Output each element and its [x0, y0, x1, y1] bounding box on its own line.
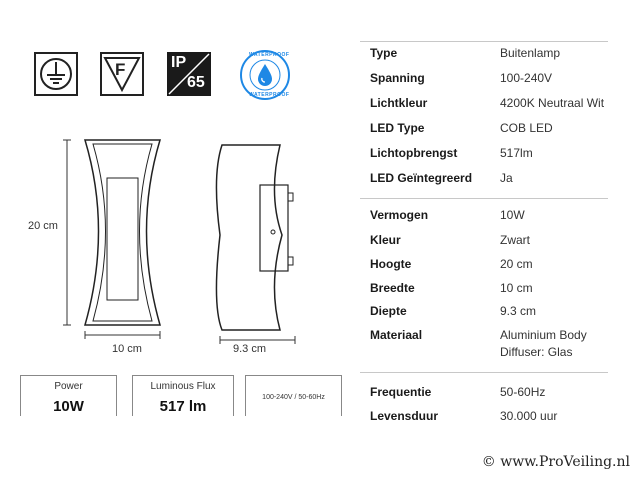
- spec-label: Levensduur: [370, 409, 439, 423]
- height-dimension-label: 20 cm: [28, 220, 58, 232]
- spec-row: [370, 257, 620, 277]
- voltage-title: 100-240V / 50-60Hz: [262, 394, 325, 401]
- power-box: [20, 375, 117, 416]
- ip65-icon: [167, 52, 211, 96]
- spec-value: 20 cm: [500, 257, 533, 271]
- ip-rating-label: 65: [187, 74, 205, 91]
- waterproof-icon: [240, 50, 290, 100]
- ground-icon: [34, 52, 78, 96]
- luminous-flux-title: Luminous Flux: [150, 381, 216, 392]
- spec-value: 10 cm: [500, 281, 533, 295]
- f-mark-label: F: [115, 60, 126, 79]
- spec-row: [370, 96, 620, 116]
- spec-divider-top: [360, 41, 608, 42]
- spec-label: Lichtkleur: [370, 96, 428, 110]
- spec-label: Materiaal: [370, 328, 423, 342]
- spec-row: [370, 281, 620, 301]
- spec-label: Spanning: [370, 71, 425, 85]
- spec-row: [370, 233, 620, 253]
- spec-row: [370, 121, 620, 141]
- spec-row: [370, 304, 620, 324]
- spec-label: LED Type: [370, 121, 425, 135]
- spec-divider: [360, 372, 608, 373]
- power-value: 10W: [53, 398, 84, 415]
- lamp-front-drawing: [55, 130, 185, 345]
- spec-label: Lichtopbrengst: [370, 146, 458, 160]
- spec-row: [370, 46, 620, 66]
- spec-label: Hoogte: [370, 257, 412, 271]
- waterproof-text-bottom: WATERPROOF: [249, 92, 290, 98]
- spec-value: Zwart: [500, 233, 530, 247]
- spec-value: 100-240V: [500, 71, 553, 85]
- spec-label: Frequentie: [370, 385, 432, 399]
- spec-label: Type: [370, 46, 398, 60]
- spec-row: [370, 171, 620, 191]
- spec-label: Kleur: [370, 233, 401, 247]
- spec-value: 30.000 uur: [500, 409, 558, 423]
- f-mark-icon: [100, 52, 144, 96]
- luminous-flux-value: 517 lm: [159, 398, 207, 415]
- spec-row: [370, 385, 620, 405]
- spec-value: COB LED: [500, 121, 553, 135]
- waterproof-text-top: WATERPROOF: [249, 52, 290, 58]
- voltage-box: [245, 375, 342, 416]
- ip-label: IP: [171, 54, 187, 71]
- watermark: © www.ProVeiling.nl: [481, 454, 630, 470]
- spec-value: 517lm: [500, 146, 533, 160]
- spec-value: 9.3 cm: [500, 304, 537, 318]
- spec-label: LED Geïntegreerd: [370, 171, 473, 185]
- spec-row: [370, 328, 620, 364]
- spec-value: Buitenlamp: [500, 46, 561, 60]
- spec-label: Breedte: [370, 281, 415, 295]
- lamp-side-drawing: [210, 135, 310, 345]
- spec-value-line2: Diffuser: Glas: [500, 345, 573, 359]
- spec-row: [370, 71, 620, 91]
- spec-row: [370, 409, 620, 429]
- spec-label: Vermogen: [370, 208, 429, 222]
- spec-value: 4200K Neutraal Wit: [500, 96, 605, 110]
- spec-value: 50-60Hz: [500, 385, 546, 399]
- spec-label: Diepte: [370, 304, 407, 318]
- spec-value: Aluminium Body: [500, 328, 587, 342]
- depth-dimension-label: 9.3 cm: [233, 343, 267, 355]
- luminous-flux-box: [132, 375, 234, 416]
- spec-value: Ja: [500, 171, 513, 185]
- power-title: Power: [54, 381, 83, 392]
- spec-row: [370, 208, 620, 228]
- spec-row: [370, 146, 620, 166]
- width-dimension-label: 10 cm: [112, 343, 142, 355]
- spec-divider: [360, 198, 608, 199]
- spec-value: 10W: [500, 208, 525, 222]
